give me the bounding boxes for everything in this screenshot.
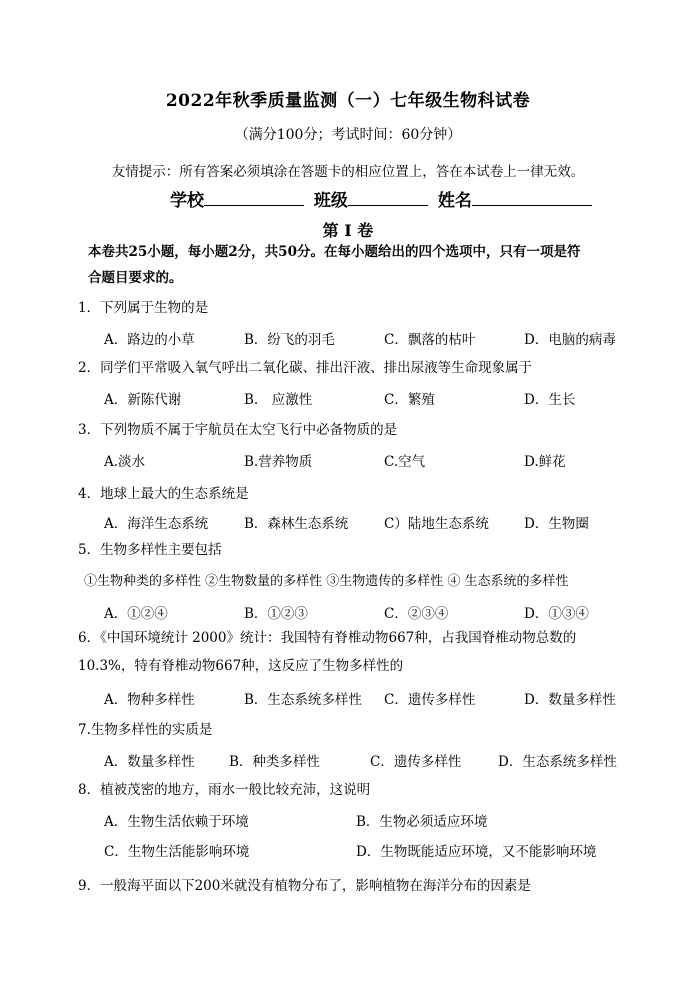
question-1-option-b: B．纷飞的羽毛 [244, 332, 335, 348]
question-7-option-d: D．生态系统多样性 [498, 754, 617, 770]
question-8-option-a: A．生物生活依赖于环境 [104, 814, 249, 830]
question-1-stem: 1．下列属于生物的是 [78, 300, 209, 316]
question-8-option-c: C．生物生活能影响环境 [104, 844, 250, 860]
question-1-option-d: D．电脑的病毒 [524, 332, 616, 348]
question-6-stem-line2: 10.3%，特有脊椎动物667种，这反应了生物多样性的 [78, 658, 404, 674]
question-2-option-d: D．生长 [524, 392, 576, 408]
question-9-stem: 9．一般海平面以下200米就没有植物分布了，影响植物在海洋分布的因素是 [78, 878, 531, 894]
class-blank[interactable] [348, 189, 428, 206]
notice-text: 友情提示：所有答案必须填涂在答题卡的相应位置上，答在本试卷上一律无效。 [111, 164, 585, 180]
question-6-option-d: D．数量多样性 [524, 692, 616, 708]
question-3-stem: 3．下列物质不属于宇航员在太空飞行中必备物质的是 [78, 422, 398, 438]
question-3-option-a: A.淡水 [104, 454, 146, 470]
question-1-option-c: C．飘落的枯叶 [384, 332, 476, 348]
question-5-stem: 5．生物多样性主要包括 [78, 542, 222, 558]
question-6-option-c: C．遗传多样性 [384, 692, 476, 708]
section-instruction-line1: 本卷共25小题，每小题2分，共50分。在每小题给出的四个选项中，只有一项是符 [88, 244, 581, 260]
question-4-option-c: C）陆地生态系统 [384, 516, 489, 532]
question-7-stem: 7.生物多样性的实质是 [78, 722, 213, 738]
question-5-option-a: A．①②④ [104, 606, 168, 622]
question-5-statements: ①生物种类的多样性 ②生物数量的多样性 ③生物遗传的多样性 ④ 生态系统的多样性 [84, 574, 569, 589]
question-5-option-b: B．①②③ [244, 606, 308, 622]
question-2-option-a: A．新陈代谢 [104, 392, 182, 408]
section-instruction-line2: 合题目要求的。 [88, 270, 183, 286]
question-6-option-b: B．生态系统多样性 [244, 692, 362, 708]
class-label: 班级 [313, 191, 348, 211]
student-info-row [170, 186, 592, 211]
school-label: 学校 [170, 191, 204, 211]
question-7-option-c: C．遗传多样性 [370, 754, 462, 770]
question-2-option-b: B. 应激性 [244, 392, 313, 408]
school-blank[interactable] [204, 189, 304, 206]
question-8-stem: 8．植被茂密的地方，雨水一般比较充沛，这说明 [78, 782, 371, 798]
question-3-option-d: D.鲜花 [524, 454, 566, 470]
question-4-stem: 4．地球上最大的生态系统是 [78, 486, 249, 502]
exam-title: 2022年秋季质量监测（一）七年级生物科试卷 [165, 91, 531, 111]
question-4-option-b: B．森林生态系统 [244, 516, 349, 532]
name-label: 姓名 [437, 191, 472, 211]
question-8-option-b: B．生物必须适应环境 [356, 814, 488, 830]
question-6-option-a: A．物种多样性 [104, 692, 195, 708]
question-8-option-d: D．生物既能适应环境，又不能影响环境 [356, 844, 597, 860]
question-2-stem: 2．同学们平常吸入氧气呼出二氧化碳、排出汗液、排出尿液等生命现象属于 [78, 360, 533, 376]
name-blank[interactable] [472, 189, 592, 206]
question-3-option-b: B.营养物质 [244, 454, 313, 470]
question-6-stem-line1: 6．《中国环境统计 2000》统计：我国特有脊椎动物667种，占我国脊椎动物总数的 [78, 630, 577, 646]
question-3-option-c: C.空气 [384, 454, 426, 470]
exam-subtitle: （满分100分；考试时间：60分钟） [234, 127, 462, 143]
question-4-option-d: D．生物圈 [524, 516, 589, 532]
question-5-option-c: C．②③④ [384, 606, 449, 622]
question-7-option-b: B．种类多样性 [229, 754, 320, 770]
question-1-option-a: A．路边的小草 [104, 332, 195, 348]
question-7-option-a: A．数量多样性 [104, 754, 195, 770]
question-5-option-d: D．①③④ [524, 606, 589, 622]
section-title: 第 I 卷 [322, 221, 374, 240]
question-4-option-a: A．海洋生态系统 [104, 516, 209, 532]
question-2-option-c: C．繁殖 [384, 392, 435, 408]
